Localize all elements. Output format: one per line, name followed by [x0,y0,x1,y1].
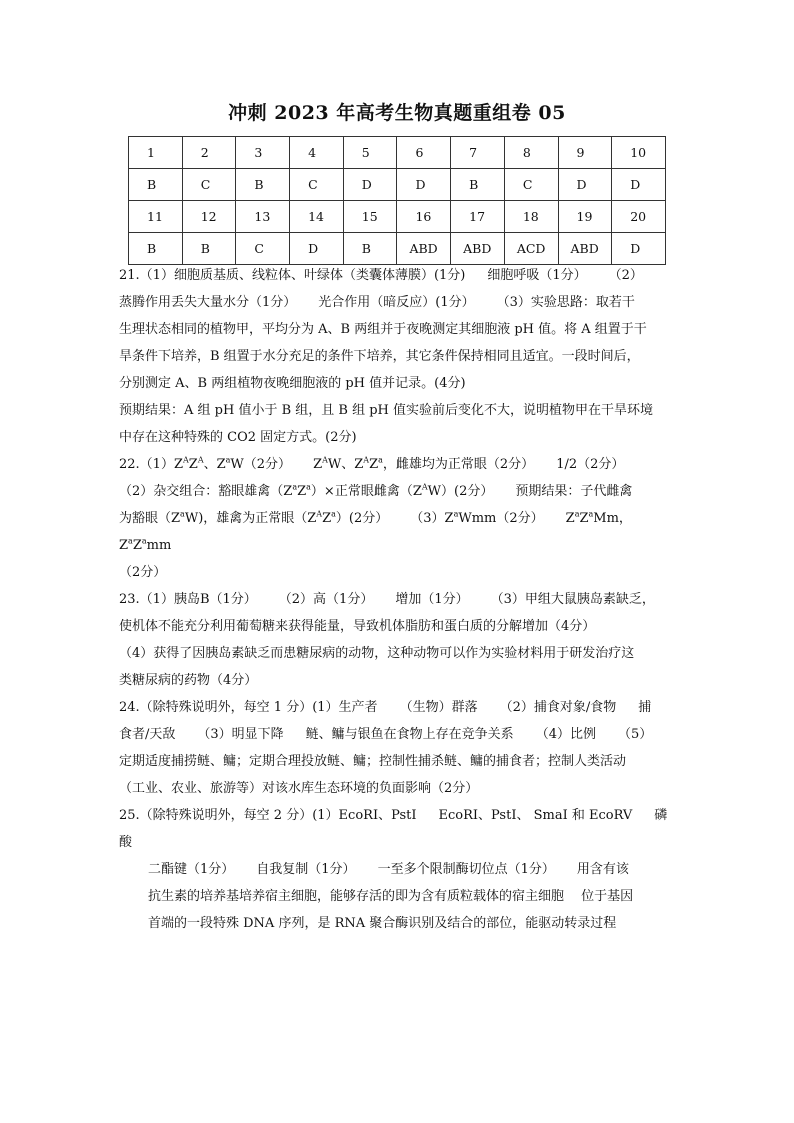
answer-cell: D [612,233,666,265]
answer-cell: ABD [397,233,451,265]
q22-fragment: （2）杂交组合：豁眼雄禽（Z [119,484,293,499]
q25-line: 一至多个限制酶切位点（1分） [377,862,555,877]
question-22 [119,451,679,586]
q22-fragment: W（2分） [230,457,292,472]
answer-cell: B [182,233,236,265]
answer-cell: D [343,169,397,201]
q25-line: 25.（除特殊说明外，每空 2 分）(1）EcoRI、PstI [119,808,417,823]
q22-fragment: Z [132,538,142,553]
answer-cell: ABD [451,233,505,265]
q21-line: 21.（1）细胞质基质、线粒体、叶绿体（类囊体薄膜）(1分) [119,268,466,283]
q22-sup: a [141,536,147,546]
answer-cell: B [343,233,397,265]
q22-fragment: Z [322,511,332,526]
answer-cell: C [236,233,290,265]
question-number-cell: 7 [451,137,505,169]
q22-fragment: Wmm（2分） [458,511,544,526]
question-number-cell: 14 [290,201,344,233]
q22-fragment: Mm，Z [119,511,632,553]
q24-line: （5） [617,727,653,742]
q22-sup: a [574,509,580,519]
q21-line: 光合作用（暗反应）(1分） [318,295,475,310]
q23-line: 23.（1）胰岛B（1分） [119,592,257,607]
answer-cell: D [290,233,344,265]
answer-cell: ACD [504,233,558,265]
q23-line: 增加（1分） [395,592,469,607]
q22-fragment: Z [188,457,198,472]
q21-line: 蒸腾作用丢失大量水分（1分） [119,295,297,310]
q22-fragment: Z [369,457,379,472]
question-number-cell: 13 [236,201,290,233]
q25-line: 首端的一段特殊 DNA 序列，是 RNA 聚合酶识别及结合的部位，能驱动转录过程 [148,916,617,931]
answer-cell: D [558,169,612,201]
q21-line: 中存在这种特殊的 CO2 固定方式。(2分) [119,430,357,445]
question-number-cell: 11 [129,201,183,233]
question-number-cell: 3 [236,137,290,169]
q22-fragment: Z [297,484,307,499]
q23-line: 类糖尿病的药物（4分） [119,673,258,688]
q22-sup: a [225,455,231,465]
page-title: 冲刺 2023 年高考生物真题重组卷 05 [228,102,566,124]
question-number-cell: 2 [182,137,236,169]
q22-fragment: ）(2分） [335,511,389,526]
q24-line: （4）比例 [535,727,596,742]
q22-text [313,457,534,472]
q22-sup: A [363,455,370,465]
question-24 [119,694,679,802]
question-number-cell: 5 [343,137,397,169]
q22-sup: A [316,509,323,519]
answer-cell: D [612,169,666,201]
q22-fragment: Z [313,457,323,472]
answer-cell: B [236,169,290,201]
q23-line: （4）获得了因胰岛素缺乏而患糖尿病的动物，这种动物可以作为实验材料用于研发治疗这 [119,646,635,661]
q24-line: 捕 [638,700,652,715]
answer-explanations [119,262,679,937]
q21-line: （2） [608,268,643,283]
answer-cell: B [451,169,505,201]
question-number-cell: 20 [612,201,666,233]
q24-line: （2）捕食对象/食物 [499,700,617,715]
q22-text: 预期结果：子代雌禽 [515,484,633,499]
question-number-cell: 4 [290,137,344,169]
question-number-cell: 19 [558,201,612,233]
q23-line: （3）甲组大鼠胰岛素缺乏， [490,592,655,607]
q24-line: 24.（除特殊说明外，每空 1 分）(1）生产者 [119,700,378,715]
q24-line: （生物）群落 [399,700,478,715]
q24-line: 鲢、鳙与银鱼在食物上存在竞争关系 [305,727,514,742]
q22-text [119,484,493,499]
question-21 [119,262,679,451]
q22-sup: a [588,509,594,519]
question-number-cell: 6 [397,137,451,169]
question-number-cell: 12 [182,201,236,233]
answer-cell: B [129,169,183,201]
question-number-cell: 15 [343,201,397,233]
q22-text [119,511,388,526]
q22-sup: A [421,482,428,492]
q21-line: 预期结果：A 组 pH 值小于 B 组，且 B 组 pH 值实验前后变化不大，说明植物甲在干旱环境 [119,403,654,418]
q22-sup: a [453,509,459,519]
q22-sup: a [331,509,336,519]
question-number-cell: 10 [612,137,666,169]
q24-line: 食者/天敌 [119,727,176,742]
answer-cell: D [397,169,451,201]
question-number-cell: 18 [504,201,558,233]
q22-sup: A [322,455,328,465]
q25-line: EcoRI、PstI、 SmaI 和 EcoRV [438,808,633,823]
q25-line: 二酯键（1分） [148,862,235,877]
q22-fragment: ）×正常眼雌禽（Z [310,484,422,499]
q24-line: （工业、农业、旅游等）对该水库生态环境的负面影响（2分） [119,781,479,796]
answer-table-row [129,233,666,265]
q22-sup: a [128,536,133,546]
q22-fragment: Z [579,511,589,526]
q25-line: 自我复制（1分） [256,862,356,877]
q21-line: 生理状态相同的植物甲，平均分为 A、B 两组并于夜晚测定其细胞液 pH 值。将 A 组置于干 [119,322,647,337]
q21-line: 分别测定 A、B 两组植物夜晚细胞液的 pH 值并记录。(4分) [119,376,466,391]
question-25 [119,802,679,937]
q21-line: （3）实验思路：取若干 [496,295,635,310]
question-number-cell: 9 [558,137,612,169]
q22-fragment: 22.（1）Z [119,457,183,472]
q22-fragment: W)，雄禽为正常眼（Z [184,511,317,526]
q25-line: 磷酸 [119,808,668,850]
q22-sup: a [378,455,383,465]
q22-sup: a [292,482,298,492]
q22-sup: a [306,482,311,492]
q24-line: 定期适度捕捞鲢、鳙；定期合理投放鲢、鳙；控制性捕杀鲢、鳙的捕食者；控制人类活动 [119,754,627,769]
question-23 [119,586,679,694]
question-number-cell: 16 [397,201,451,233]
q22-fragment: ，雌雄均为正常眼（2分） [382,457,535,472]
q23-line: （2）高（1分） [278,592,374,607]
q21-line: 旱条件下培养，B 组置于水分充足的条件下培养，其它条件保持相同且适宜。一段时间后， [119,349,640,364]
q22-fragment: Z [565,511,575,526]
answer-cell: ABD [558,233,612,265]
q22-fragment: （3）Z [410,511,454,526]
question-number-cell: 1 [129,137,183,169]
q22-fragment: 为豁眼（Z [119,511,181,526]
q22-fragment: 、Z [203,457,226,472]
q22-sup: a [180,509,185,519]
q25-line: 抗生素的培养基培养宿主细胞，能够存活的即为含有质粒载体的宿主细胞 位于基因 [148,889,634,904]
q22-text: （2分） [119,565,167,580]
q22-fragment: W）(2分） [427,484,494,499]
q22-text [410,511,543,526]
answer-table-row [129,201,666,233]
question-number-cell: 17 [451,201,505,233]
q22-text [119,457,291,472]
q22-fragment: W、Z [327,457,364,472]
q22-text: 1/2（2分） [556,457,625,472]
q22-sup: A [197,455,204,465]
q21-line: 细胞呼吸（1分） [487,268,587,283]
q22-fragment: mm [146,538,172,553]
q24-line: （3）明显下降 [197,727,284,742]
answer-cell: B [129,233,183,265]
answer-table-row [129,169,666,201]
question-number-cell: 8 [504,137,558,169]
answer-cell: C [504,169,558,201]
answer-cell: C [290,169,344,201]
q23-line: 使机体不能充分利用葡萄糖来获得能量，导致机体脂肪和蛋白质的分解增加（4分） [119,619,596,634]
answer-table [128,136,666,265]
answer-table-row [129,137,666,169]
q22-sup: A [182,455,189,465]
answer-cell: C [182,169,236,201]
q25-line: 用含有该 [576,862,629,877]
